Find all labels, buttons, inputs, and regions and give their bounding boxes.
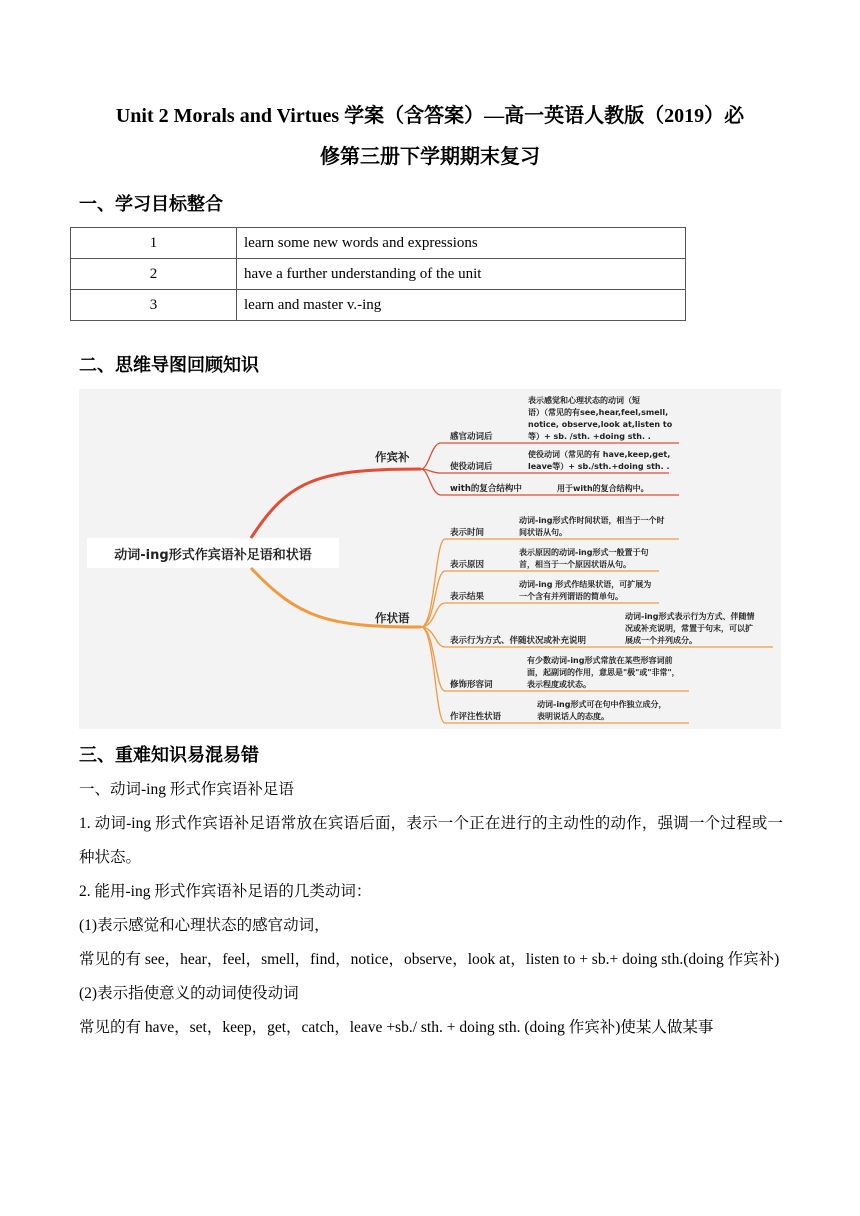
goal-number: 3 bbox=[71, 290, 237, 321]
sensory-verb-label: 感官动词后 bbox=[450, 432, 493, 442]
body-paragraph: 1. 动词-ing 形式作宾语补足语常放在宾语后面，表示一个正在进行的主动性的动作，强调一个过程或一种状态。 bbox=[79, 815, 783, 866]
goal-text: have a further understanding of the unit bbox=[237, 259, 686, 290]
time-desc: 动词-ing形式作时间状语，相当于一个时 间状语从句。 bbox=[519, 516, 665, 537]
with-structure-desc: 用于with的复合结构中。 bbox=[557, 484, 649, 493]
manner-label: 表示行为方式、伴随状况或补充说明 bbox=[450, 636, 587, 646]
branch-line-objective-complement bbox=[251, 469, 421, 538]
manner-desc: 动词-ing形式表示行为方式、伴随情 况或补充说明，常置于句末，可以扩 展成一个并列成分。 bbox=[625, 612, 755, 645]
with-structure-label: with的复合结构中 bbox=[450, 484, 522, 494]
goal-text: learn and master v.-ing bbox=[237, 290, 686, 321]
body-paragraph: 2. 能用-ing 形式作宾语补足语的几类动词： bbox=[79, 883, 372, 900]
body-paragraph: (2)表示指使意义的动词使役动词 bbox=[79, 985, 299, 1002]
mind-map bbox=[79, 389, 781, 729]
result-label: 表示结果 bbox=[450, 592, 485, 602]
body-paragraph: 常见的有 have，set，keep，get，catch，leave +sb./ sth. + doing sth. (doing 作宾补)使某人做某事 bbox=[79, 1019, 714, 1036]
goals-table bbox=[70, 227, 686, 321]
body-paragraph: 一、动词-ing 形式作宾语补足语 bbox=[79, 781, 294, 798]
modify-adjective-desc: 有少数动词-ing形式常放在某些形容词前 面，起副词的作用，意思是"极"或"非常"， 表示程度或状态。 bbox=[527, 656, 680, 689]
table-row bbox=[71, 228, 686, 259]
body-content bbox=[79, 773, 783, 1045]
document-title bbox=[78, 96, 782, 178]
title-line-2: 修第三册下学期期末复习 bbox=[320, 146, 540, 168]
title-line-1: Unit 2 Morals and Virtues 学案（含答案）—高一英语人教版（2019）必 bbox=[115, 105, 745, 127]
branch-adverbial-label: 作状语 bbox=[375, 611, 410, 625]
section-heading-goals: 一、学习目标整合 bbox=[79, 194, 223, 215]
time-label: 表示时间 bbox=[450, 528, 485, 538]
causative-verb-label: 使役动词后 bbox=[450, 462, 493, 472]
root-node-label: 动词-ing形式作宾语补足语和状语 bbox=[114, 548, 312, 563]
section-heading-mindmap: 二、思维导图回顾知识 bbox=[79, 355, 259, 376]
reason-label: 表示原因 bbox=[450, 560, 485, 570]
sensory-verb-desc: 表示感觉和心理状态的动词（短 语）（常见的有see,hear,feel,smell, notice, observe,look at,listen to 等）+ sb. /sth. +doing sth. . bbox=[528, 396, 673, 441]
goal-number: 2 bbox=[71, 259, 237, 290]
goal-number: 1 bbox=[71, 228, 237, 259]
causative-verb-desc: 使役动词（常见的有 have,keep,get, leave等）+ sb./sth.+doing sth. . bbox=[528, 450, 671, 471]
body-paragraph: 常见的有 see，hear，feel，smell，find，notice，observe，look at，listen to + sb.+ doing sth.(doing 作宾补) bbox=[79, 951, 780, 968]
modify-adjective-label: 修饰形容词 bbox=[450, 680, 493, 690]
table-row bbox=[71, 259, 686, 290]
section-heading-key-points: 三、重难知识易混易错 bbox=[79, 745, 259, 766]
branch-objective-complement-label: 作宾补 bbox=[375, 450, 410, 464]
comment-adverbial-desc: 动词-ing形式可在句中作独立成分， 表明说话人的态度。 bbox=[537, 700, 667, 721]
mind-map-canvas bbox=[79, 389, 781, 729]
body-paragraph: (1)表示感觉和心理状态的感官动词， bbox=[79, 917, 330, 934]
comment-adverbial-label: 作评注性状语 bbox=[450, 712, 502, 722]
result-desc: 动词-ing 形式作结果状语，可扩展为 一个含有并列谓语的简单句。 bbox=[519, 580, 652, 601]
table-row bbox=[71, 290, 686, 321]
reason-desc: 表示原因的动词-ing形式一般置于句 首，相当于一个原因状语从句。 bbox=[519, 548, 649, 569]
goal-text: learn some new words and expressions bbox=[237, 228, 686, 259]
